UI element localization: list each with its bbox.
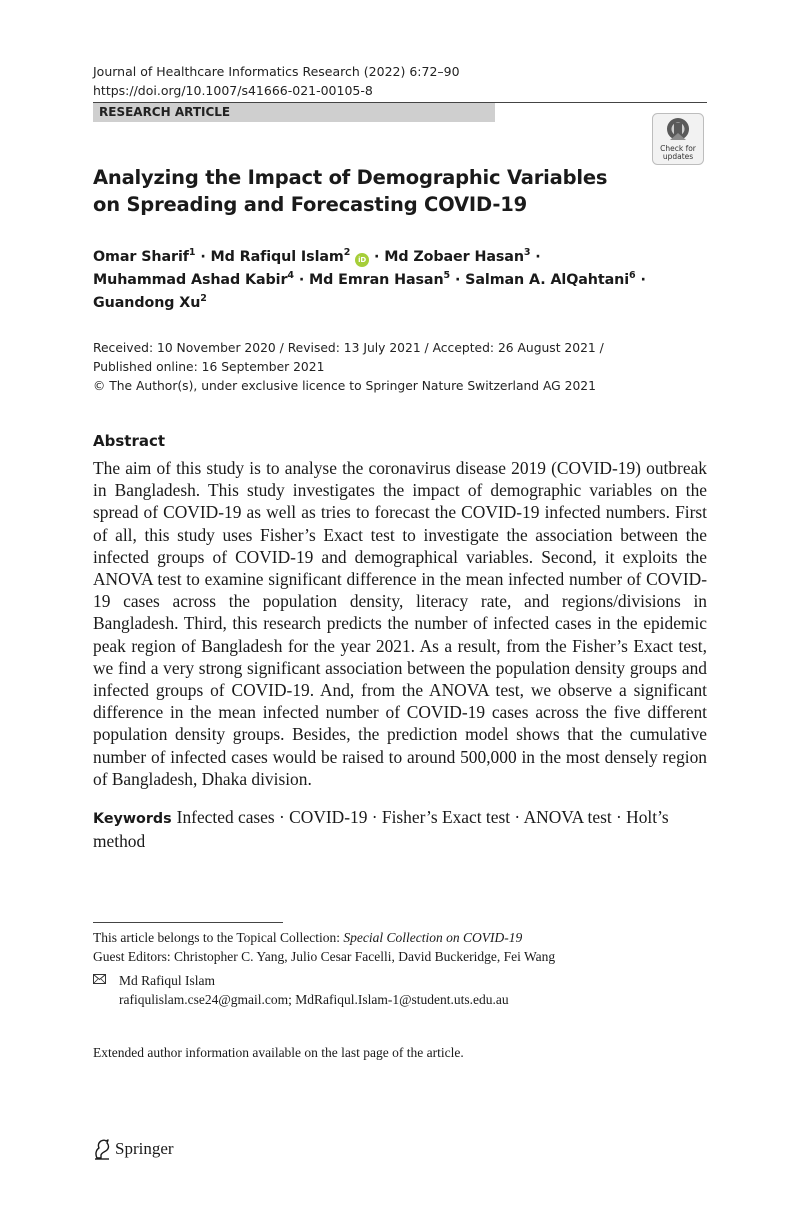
journal-citation: Journal of Healthcare Informatics Research (2022) 6:72–90 bbox=[93, 64, 460, 79]
author-name[interactable]: Md Emran Hasan bbox=[309, 272, 444, 288]
footnote-rule bbox=[93, 922, 283, 923]
author-list bbox=[93, 246, 713, 315]
author-line-2: Muhammad Ashad Kabir$^4$ · Md Emran Hasan$^5$ · Salman A. AlQahtani$^6$ · bbox=[93, 270, 646, 288]
collection-footnote bbox=[93, 928, 707, 966]
title-line-1: Analyzing the Impact of Demographic Variables bbox=[93, 166, 608, 189]
springer-horse-icon bbox=[93, 1138, 111, 1160]
orcid-icon[interactable]: iD bbox=[355, 253, 369, 267]
extended-author-info: Extended author information available on the last page of the article. bbox=[93, 1045, 464, 1060]
author-affiliation: 2 bbox=[200, 293, 207, 304]
keywords-section bbox=[93, 806, 707, 852]
title-line-2: on Spreading and Forecasting COVID-19 bbox=[93, 193, 527, 216]
author-affiliation: 3 bbox=[523, 247, 531, 258]
publication-dates bbox=[93, 339, 713, 396]
author-line-3 bbox=[93, 292, 713, 315]
collection-name: Special Collection on COVID-19 bbox=[343, 930, 523, 945]
author-name[interactable]: Md Rafiqul Islam bbox=[210, 249, 344, 265]
author-affiliation: 2 bbox=[343, 247, 351, 258]
check-badge-line1: Check for bbox=[660, 144, 696, 153]
journal-header bbox=[93, 62, 460, 100]
author-name[interactable]: Guandong Xu bbox=[93, 295, 201, 311]
corresponding-email[interactable]: rafiqulislam.cse24@gmail.com; MdRafiqul.Islam-1@student.uts.edu.au bbox=[119, 992, 509, 1007]
envelope-icon bbox=[93, 974, 106, 984]
author-name[interactable]: Omar Sharif bbox=[93, 249, 189, 265]
abstract-text: The aim of this study is to analyse the coronavirus disease 2019 (COVID-19) outbreak in Bangladesh. This study investigates the impact of demographic variables on the spread of COVID-19 as well as tries to forecast the COVID-19 infected numbers. First of all, this study uses Fisher’s Exact test to investigate the association between the infected groups of COVID-19 and demographical variables. Second, it exploits the ANOVA test to examine significant difference in the mean infected number of COVID-19 cases across the population density, literacy rate, and regions/divisions in Bangladesh. Third, this research predicts the number of infected cases in the epidemic peak region of Bangladesh for the year 2021. As a result, from the Fisher’s Exact test, we find a very strong significant association between the population density groups and infected groups of COVID-19. And, from the ANOVA test, we observe a significant difference in the mean infected number of COVID-19 cases across the five different population density groups. Besides, the prediction model shows that the cumulative number of infected cases would be raised to around 500,000 in the most densely region of Bangladesh, Dhaka division. bbox=[93, 458, 707, 789]
collection-prefix: This article belongs to the Topical Collection: bbox=[93, 930, 344, 945]
doi-link[interactable]: https://doi.org/10.1007/s41666-021-00105-8 bbox=[93, 83, 373, 98]
author-affiliation: 1 bbox=[188, 247, 196, 258]
publisher-name: Springer bbox=[115, 1139, 174, 1158]
dates-line-2: Published online: 16 September 2021 bbox=[93, 360, 325, 374]
guest-editors-line: Guest Editors: Christopher C. Yang, Julio Cesar Facelli, David Buckeridge, Fei Wang bbox=[93, 949, 556, 964]
author-affiliation: 4 bbox=[287, 270, 294, 281]
check-for-updates-badge[interactable] bbox=[652, 113, 704, 165]
article-type-banner: RESEARCH ARTICLE bbox=[93, 103, 495, 122]
author-name[interactable]: Salman A. AlQahtani bbox=[465, 272, 630, 288]
abstract-heading: Abstract bbox=[93, 432, 166, 450]
copyright-line: © The Author(s), under exclusive licence to Springer Nature Switzerland AG 2021 bbox=[93, 379, 596, 393]
keywords-label: Keywords bbox=[93, 811, 172, 827]
author-affiliation: 5 bbox=[443, 270, 451, 281]
keywords-text: Infected cases · COVID-19 · Fisher’s Exact test · ANOVA test · Holt’s method bbox=[93, 807, 669, 852]
corresponding-name: Md Rafiqul Islam bbox=[119, 973, 215, 988]
author-name[interactable]: Md Zobaer Hasan bbox=[384, 249, 524, 265]
article-title bbox=[93, 164, 653, 218]
topical-collection-line bbox=[93, 928, 707, 947]
dates-line-1: Received: 10 November 2020 / Revised: 13 July 2021 / Accepted: 26 August 2021 / bbox=[93, 341, 604, 355]
author-name[interactable]: Muhammad Ashad Kabir bbox=[93, 272, 288, 288]
author-line-1: Omar Sharif$^1$ · Md Rafiqul Islam$^2$ iD · Md Zobaer Hasan$^3$ · bbox=[93, 247, 541, 265]
author-affiliation: 6 bbox=[629, 270, 636, 281]
check-badge-line2: updates bbox=[662, 152, 694, 161]
